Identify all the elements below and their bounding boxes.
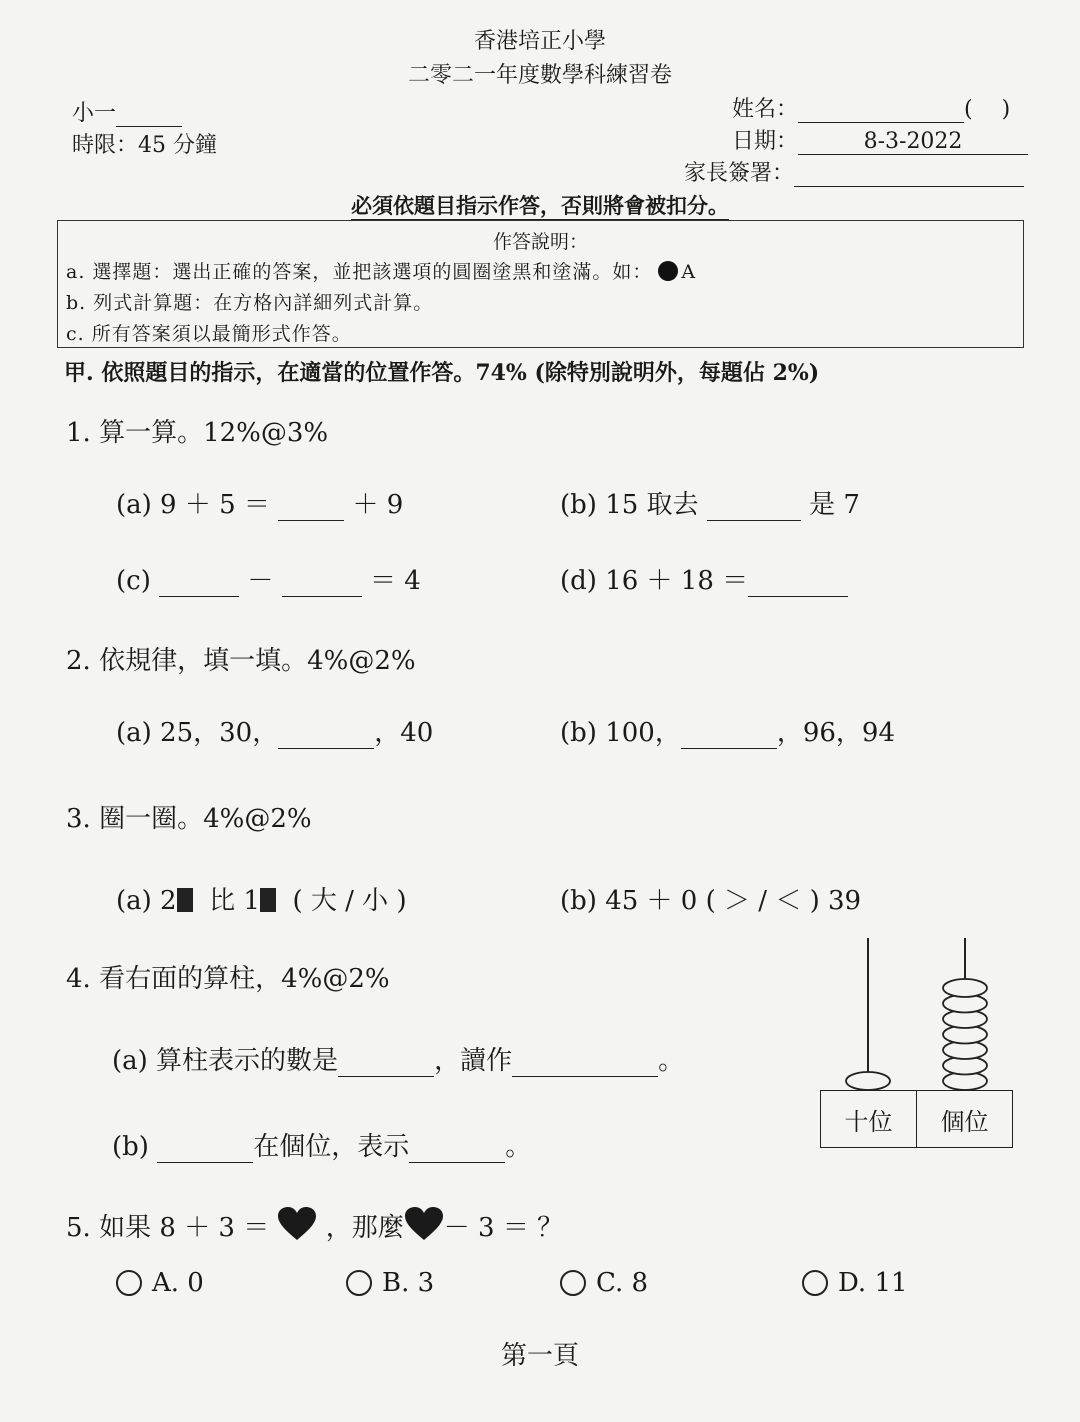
q4b: (b) 在個位，表示 。 [112,1132,532,1162]
date-value: 8-3-2022 [798,129,1028,155]
q1c: (c) － ＝ 4 [116,566,421,596]
q1d-blank[interactable] [748,574,848,597]
q4b-blank-2[interactable] [409,1140,505,1163]
q3b: (b) 45 ＋ 0 ( ＞ / ＜ ) 39 [560,886,862,916]
school-name: 香港培正小學 [473,29,606,54]
class-blank[interactable] [116,104,182,127]
name-blank[interactable] [798,100,964,123]
q4-title: 4. 看右面的算柱，4%@2% [66,964,390,994]
q1-title: 1. 算一算。12%@3% [66,418,329,448]
section-heading: 甲. 依照題目的指示，在適當的位置作答。74% (除特別說明外，每題佔 2%) [64,360,820,386]
hidden-digit-box [260,888,276,912]
q5-option-d[interactable]: D. 11 [802,1268,908,1298]
q3a-choice[interactable]: ( 大 / 小 ) [292,886,407,916]
parent-signature-field [684,156,1024,187]
q1b: (b) 15 取去 是 7 [560,490,860,520]
q2b-blank[interactable] [681,726,777,749]
q1a-blank[interactable] [278,498,344,521]
abacus-bead [846,1072,890,1090]
q4a: (a) 算柱表示的數是 ，讀作 。 [112,1046,685,1076]
q3a: (a) 2 比 1 ( 大 / 小 ) [116,886,407,916]
q4b-blank-1[interactable] [157,1140,253,1163]
q1c-blank-1[interactable] [159,574,239,597]
abacus-bead [943,979,987,997]
place-value-table [820,1090,1013,1148]
name-class-number: ( ) [964,97,1011,122]
q1d: (d) 16 ＋ 18 ＝ [560,560,848,597]
q2a: (a) 25，30， ，40 [116,718,434,748]
date-field [732,124,1028,155]
instruction-a: a. 選擇題：選出正確的答案，並把該選項的圓圈塗黑和塗滿。如： A [66,261,697,283]
heart-icon [277,1206,317,1242]
time-limit: 時限：45 分鐘 [72,133,217,158]
filled-circle-icon [658,261,678,281]
parent-signature-blank[interactable] [794,164,1024,187]
q2-title: 2. 依規律，填一填。4%@2% [66,646,416,676]
hidden-digit-box [177,888,193,912]
name-label: 姓名： [732,97,799,122]
q5-option-c[interactable]: C. 8 [560,1268,648,1298]
page-footer: 第一頁 [500,1341,579,1371]
parent-signature-label: 家長簽署： [684,161,795,186]
radio-circle-icon[interactable] [346,1270,372,1296]
class-field [72,96,182,127]
q2a-blank[interactable] [278,726,374,749]
heart-icon [404,1206,444,1242]
q3-title: 3. 圈一圈。4%@2% [66,804,312,834]
instructions-title: 作答說明： [492,231,588,253]
q5-option-b[interactable]: B. 3 [346,1268,434,1298]
paper-title: 二零二一年度數學科練習卷 [407,63,672,88]
class-label: 小一 [72,101,117,126]
radio-circle-icon[interactable] [560,1270,586,1296]
q5-option-a[interactable]: A. 0 [116,1268,204,1298]
q2b: (b) 100， ，96，94 [560,718,895,748]
name-field [732,92,1010,123]
abacus-rods [820,930,1020,1095]
tens-label: 十位 [844,1107,893,1136]
q1b-blank[interactable] [707,498,801,521]
q4a-blank-reading[interactable] [512,1054,658,1077]
radio-circle-icon[interactable] [116,1270,142,1296]
ones-label: 個位 [916,1091,1012,1147]
radio-circle-icon[interactable] [802,1270,828,1296]
instruction-b: b. 列式計算題：在方格內詳細列式計算。 [66,292,434,314]
instructions-box [57,220,1024,348]
q1a: (a) 9 ＋ 5 ＝ ＋ 9 [116,490,404,520]
instruction-c: c. 所有答案須以最簡形式作答。 [66,323,352,345]
q5-question: 5. 如果 8 ＋ 3 ＝ ，那麼 － 3 ＝ ？ [66,1206,563,1244]
q4a-blank-number[interactable] [338,1054,434,1077]
date-label: 日期： [732,129,799,154]
notice: 必須依題目指示作答，否則將會被扣分。 [0,190,1080,220]
q1c-blank-2[interactable] [282,574,362,597]
